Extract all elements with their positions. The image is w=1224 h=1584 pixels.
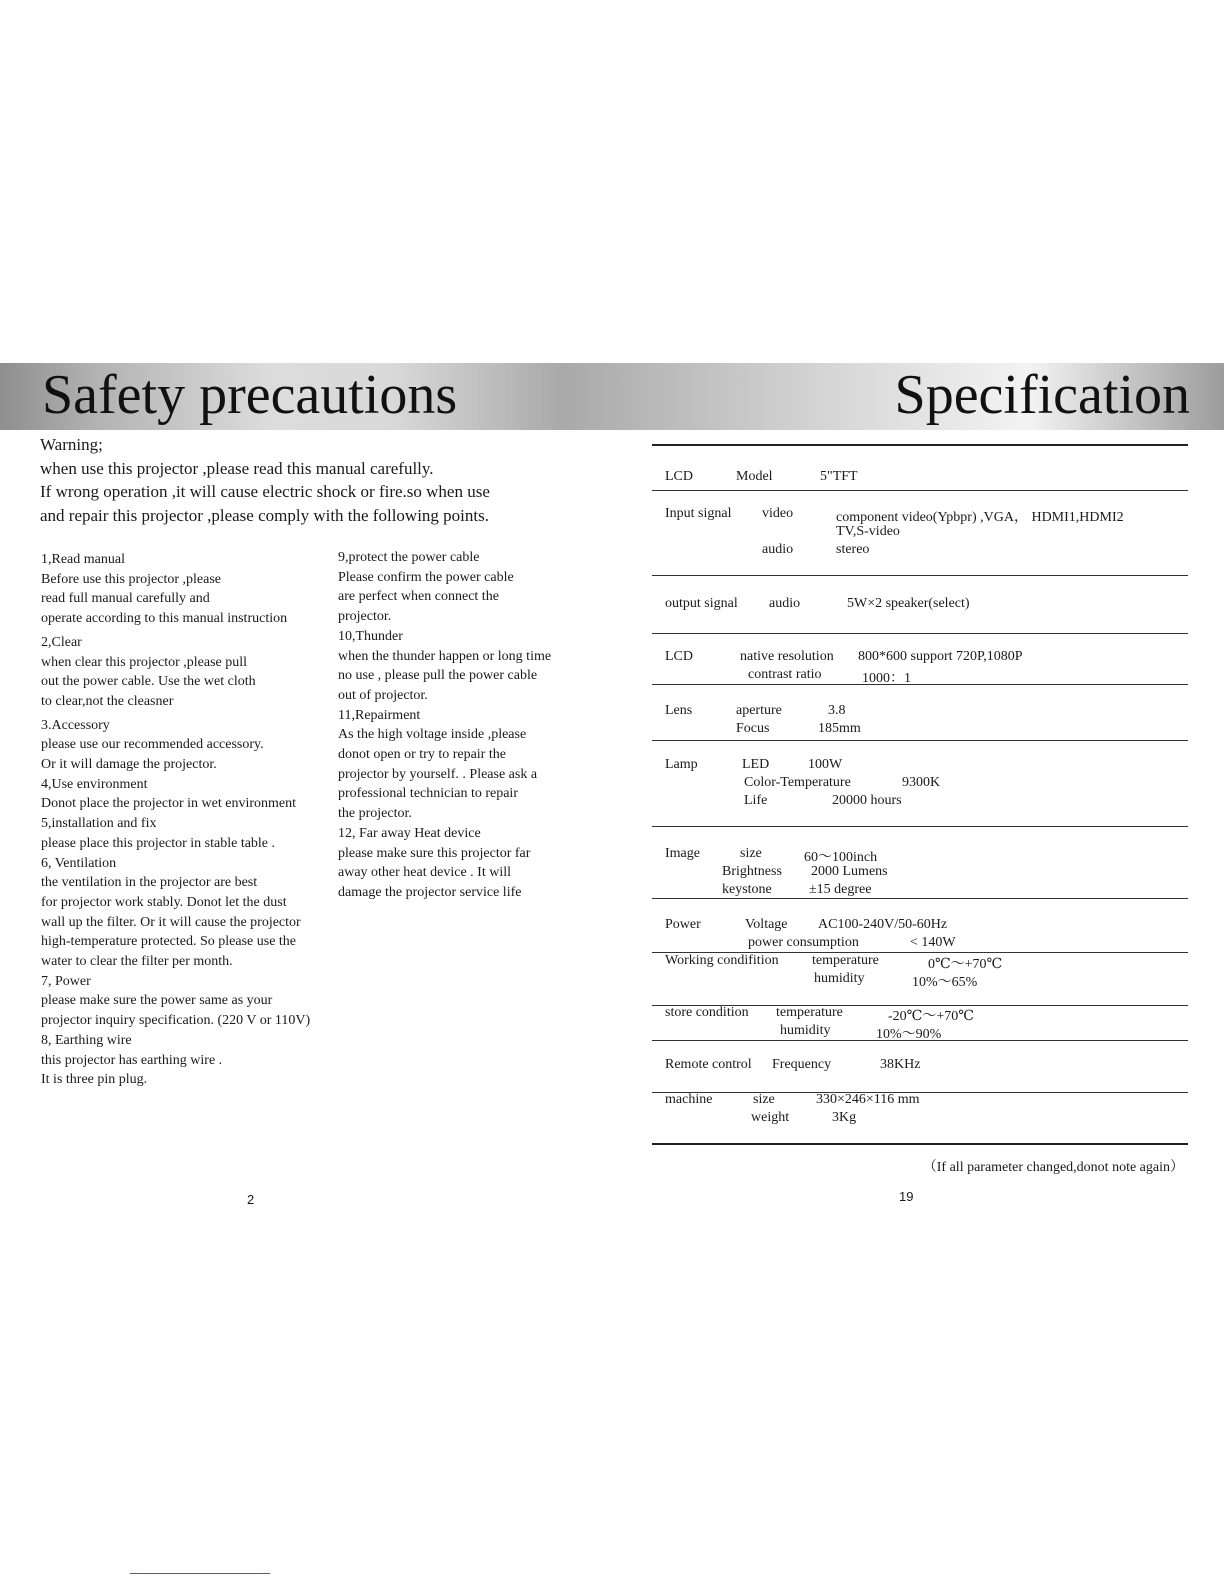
spec-label-lens: Lens	[665, 703, 693, 718]
precaution-line: damage the projector service life	[338, 884, 522, 900]
footer-underline	[130, 1573, 270, 1574]
spec-sub-color-temp: Color-Temperature	[744, 775, 851, 790]
precaution-line: projector by yourself. . Please ask a	[338, 766, 538, 782]
spec-value-resolution: 800*600 support 720P,1080P	[858, 649, 1023, 664]
table-rule	[652, 444, 1188, 446]
precaution-line: when clear this projector ,please pull	[41, 654, 248, 670]
spec-sub-audio: audio	[762, 542, 794, 557]
spec-value-brightness: 2000 Lumens	[811, 864, 888, 879]
precaution-line: Please confirm the power cable	[338, 569, 514, 585]
precaution-line: Donot place the projector in wet environment	[41, 796, 297, 812]
precaution-line: water to clear the filter per month.	[41, 954, 233, 970]
precaution-line: operate according to this manual instruction	[41, 611, 288, 627]
precaution-heading: 7, Power	[41, 973, 91, 989]
spec-label-store: store condition	[665, 1005, 749, 1020]
precaution-line: please make sure this projector far	[338, 845, 531, 861]
spec-label-image: Image	[665, 846, 700, 861]
spec-value-focus: 185mm	[818, 721, 861, 736]
spec-sub-weight: weight	[751, 1110, 790, 1125]
spec-label-lcd: LCD	[665, 469, 693, 484]
precaution-line: are perfect when connect the	[338, 589, 499, 605]
spec-sub-brightness: Brightness	[722, 864, 782, 879]
table-rule	[652, 575, 1188, 576]
precaution-line: professional technician to repair	[338, 786, 518, 802]
precaution-line: high-temperature protected. So please use the	[41, 934, 297, 950]
precaution-line: the ventilation in the projector are best	[41, 875, 258, 891]
warning-block	[40, 433, 600, 527]
table-rule	[652, 826, 1188, 827]
spec-sub-keystone: keystone	[722, 882, 772, 897]
parameter-note: （If all parameter changed,donot note again）	[922, 1160, 1184, 1175]
precaution-line: for projector work stably. Donot let the dust	[41, 894, 287, 910]
spec-value-keystone: ±15 degree	[809, 882, 872, 897]
spec-sub-voltage: Voltage	[745, 917, 788, 932]
spec-value-store-temp: -20℃～+70℃	[888, 1009, 974, 1024]
spec-sub-working-humidity: humidity	[814, 971, 865, 986]
spec-value-output-audio: 5W×2 speaker(select)	[847, 596, 970, 611]
precaution-heading: 10,Thunder	[338, 628, 403, 644]
spec-sub-store-temp: temperature	[776, 1005, 843, 1020]
precaution-line: to clear,not the cleasner	[41, 693, 174, 709]
precaution-line: the projector.	[338, 806, 412, 822]
spec-value-video: component video(Ypbpr) ,VGA， HDMI1,HDMI2	[836, 510, 1124, 525]
spec-value-frequency: 38KHz	[880, 1057, 921, 1072]
precaution-heading: 12, Far away Heat device	[338, 825, 481, 841]
precaution-heading: 4,Use environment	[41, 776, 148, 792]
precautions-column-2	[338, 548, 551, 903]
spec-label-machine: machine	[665, 1092, 713, 1107]
precaution-line: donot open or try to repair the	[338, 747, 506, 763]
spec-value-consumption: < 140W	[910, 935, 956, 950]
spec-value-working-humidity: 10%～65%	[912, 975, 978, 990]
spec-label-working: Working condifition	[665, 953, 779, 968]
page-number-right: 19	[899, 1189, 914, 1204]
spec-sub-led: LED	[742, 757, 770, 772]
spec-value-image-size: 60～100inch	[804, 850, 878, 865]
spec-value-weight: 3Kg	[832, 1110, 857, 1125]
spec-sub-video: video	[762, 506, 794, 521]
spec-label-output-signal: output signal	[665, 596, 738, 611]
precaution-line: out of projector.	[338, 687, 428, 703]
precaution-line: please make sure the power same as your	[41, 993, 273, 1009]
precaution-line: out the power cable. Use the wet cloth	[41, 674, 256, 690]
spec-sub-output-audio: audio	[769, 596, 801, 611]
precaution-line: It is three pin plug.	[41, 1072, 148, 1088]
precaution-line: no use , please pull the power cable	[338, 668, 538, 684]
precaution-line: please place this projector in stable table .	[41, 835, 276, 851]
spec-sub-model: Model	[736, 469, 773, 484]
spec-value-aperture: 3.8	[828, 703, 846, 718]
spec-value-color-temp: 9300K	[902, 775, 941, 790]
spec-label-remote: Remote control	[665, 1057, 752, 1072]
spec-label-lamp: Lamp	[665, 757, 698, 772]
precaution-heading: 8, Earthing wire	[41, 1032, 132, 1048]
precaution-line: Before use this projector ,please	[41, 571, 221, 587]
spec-value-video-2: TV,S-video	[836, 524, 900, 539]
page-title-specification: Specification	[894, 364, 1190, 426]
precaution-line: projector.	[338, 609, 392, 625]
spec-value-voltage: AC100-240V/50-60Hz	[818, 917, 948, 932]
spec-value-store-humidity: 10%～90%	[876, 1027, 942, 1042]
spec-sub-resolution: native resolution	[740, 649, 834, 664]
spec-sub-machine-size: size	[753, 1092, 775, 1107]
precaution-line: read full manual carefully and	[41, 591, 210, 607]
table-rule	[652, 490, 1188, 491]
spec-value-machine-size: 330×246×116 mm	[816, 1092, 920, 1107]
precaution-line: please use our recommended accessory.	[41, 737, 264, 753]
spec-sub-focus: Focus	[736, 721, 770, 736]
precautions-column-1	[41, 550, 310, 1090]
table-rule	[652, 633, 1188, 634]
precaution-line: away other heat device . It will	[338, 865, 511, 881]
table-rule	[652, 1040, 1188, 1041]
spec-value-contrast: 1000：1	[862, 671, 911, 686]
precaution-heading: 6, Ventilation	[41, 855, 117, 871]
spec-value-life: 20000 hours	[832, 793, 902, 808]
warning-line: Warning;	[40, 435, 103, 454]
spec-sub-size: size	[740, 846, 762, 861]
spec-label-input-signal: Input signal	[665, 506, 732, 521]
precaution-line: when the thunder happen or long time	[338, 648, 552, 664]
spec-value-audio: stereo	[836, 542, 870, 557]
precaution-heading: 5,installation and fix	[41, 816, 157, 832]
spec-value-working-temp: 0℃～+70℃	[928, 957, 1003, 972]
precaution-line: As the high voltage inside ,please	[338, 727, 527, 743]
spec-sub-store-humidity: humidity	[780, 1023, 831, 1038]
precaution-heading: 3.Accessory	[41, 717, 110, 733]
warning-line: If wrong operation ,it will cause electric shock or fire.so when use	[40, 482, 490, 501]
spec-label-lcd-2: LCD	[665, 649, 693, 664]
precaution-heading: 11,Repairment	[338, 707, 421, 723]
precaution-line: projector inquiry specification. (220 V or 110V)	[41, 1013, 311, 1029]
spec-value-led: 100W	[808, 757, 843, 772]
precaution-heading: 9,protect the power cable	[338, 550, 480, 565]
table-rule	[652, 684, 1188, 685]
warning-line: and repair this projector ,please comply with the following points.	[40, 505, 489, 525]
spec-label-power: Power	[665, 917, 701, 932]
precaution-line: Or it will damage the projector.	[41, 757, 217, 773]
precaution-heading: 2,Clear	[41, 634, 82, 650]
precaution-line: wall up the filter. Or it will cause the projector	[41, 914, 301, 930]
table-rule	[652, 1092, 1188, 1093]
table-rule	[652, 740, 1188, 741]
page-number-left: 2	[247, 1192, 255, 1207]
spec-sub-frequency: Frequency	[772, 1057, 832, 1072]
spec-sub-consumption: power consumption	[748, 935, 859, 950]
page-title-safety: Safety precautions	[42, 364, 458, 426]
spec-value-model: 5"TFT	[820, 469, 858, 484]
table-rule	[652, 898, 1188, 899]
precaution-heading: 1,Read manual	[41, 552, 125, 567]
precaution-line: this projector has earthing wire .	[41, 1052, 223, 1068]
spec-sub-contrast: contrast ratio	[748, 667, 822, 682]
spec-sub-life: Life	[744, 793, 768, 808]
warning-line: when use this projector ,please read this manual carefully.	[40, 458, 434, 478]
spec-sub-aperture: aperture	[736, 703, 782, 718]
spec-sub-working-temp: temperature	[812, 953, 879, 968]
table-rule	[652, 1143, 1188, 1145]
